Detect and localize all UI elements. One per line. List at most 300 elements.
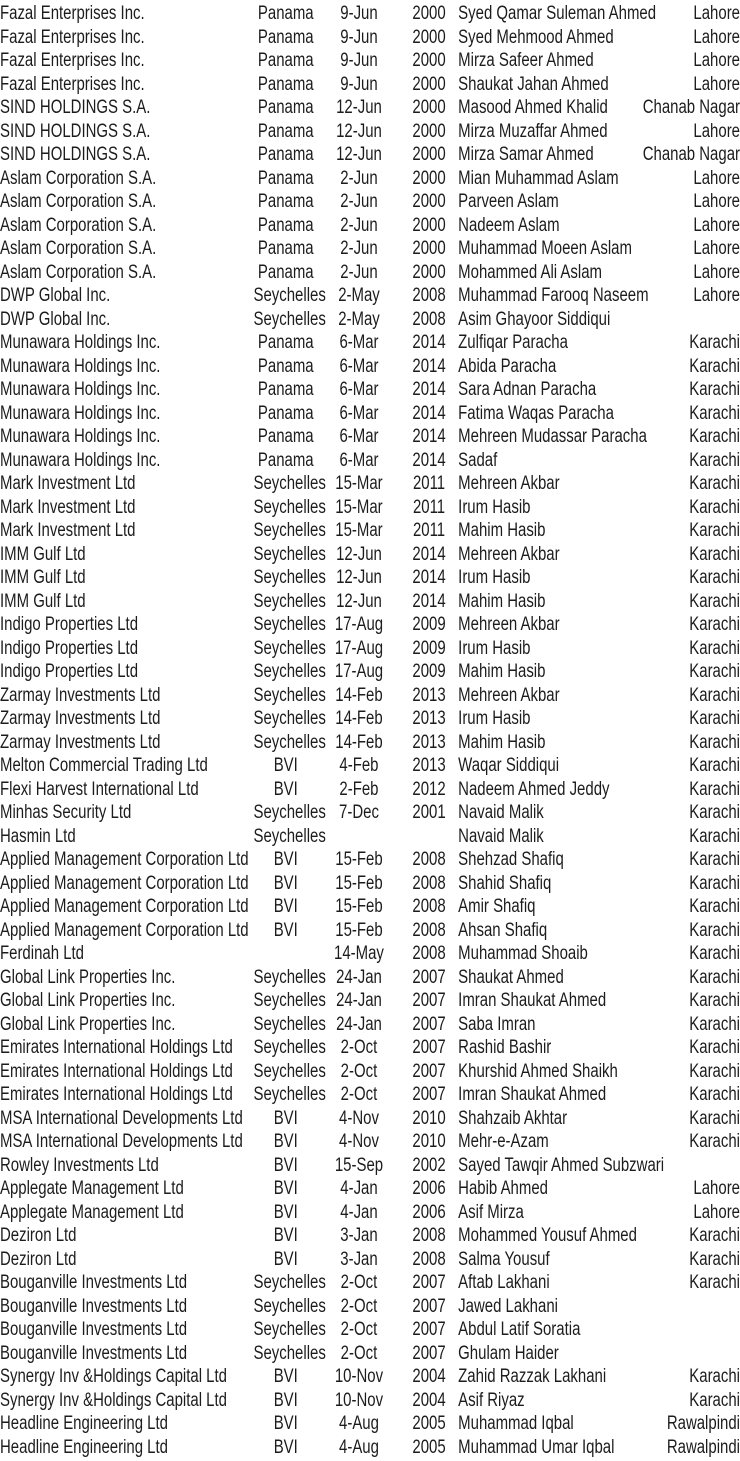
year-cell: 2000 [412, 191, 446, 212]
city-cell: Rawalpindi [666, 1436, 740, 1458]
officer-cell: Syed Qamar Suleman Ahmed [458, 3, 657, 24]
jurisdiction-cell: BVI [273, 1366, 298, 1387]
city-cell: Lahore [693, 261, 740, 283]
year-cell: 2005 [412, 1413, 446, 1434]
officer-cell: Mehreen Akbar [458, 473, 560, 494]
officer-cell: Abdul Latif Soratia [458, 1319, 581, 1340]
jurisdiction-cell: Seychelles [253, 1295, 326, 1317]
table-row [0, 26, 740, 50]
officer-cell: Saba Imran [458, 1013, 536, 1035]
jurisdiction-cell: Seychelles [253, 520, 326, 541]
date-cell: 7-Dec [339, 802, 379, 823]
officer-cell: Nadeem Ahmed Jeddy [458, 778, 610, 800]
year-cell: 2008 [412, 919, 446, 941]
company-cell: DWP Global Inc. [0, 308, 111, 330]
date-cell: 14-Feb [335, 731, 383, 753]
officer-cell: Fatima Waqas Paracha [458, 402, 614, 424]
jurisdiction-cell: Seychelles [253, 802, 326, 823]
company-cell: IMM Gulf Ltd [0, 543, 86, 565]
city-cell: Chanab Nagar [642, 144, 740, 165]
city-cell: Lahore [693, 167, 740, 189]
table-row [0, 1201, 740, 1225]
company-cell: Aslam Corporation S.A. [0, 167, 157, 189]
city-cell: Karachi [689, 1131, 740, 1152]
year-cell: 2007 [412, 966, 446, 988]
officer-cell: Habib Ahmed [458, 1178, 548, 1199]
year-cell: 2008 [412, 1248, 446, 1270]
jurisdiction-cell: Seychelles [253, 473, 326, 494]
date-cell: 4-Aug [339, 1436, 379, 1458]
year-cell: 2000 [412, 50, 446, 71]
year-cell: 2001 [412, 802, 446, 823]
table-body [0, 2, 740, 1459]
date-cell: 15-Feb [335, 919, 383, 941]
date-cell: 6-Mar [339, 449, 379, 471]
city-cell: Karachi [689, 637, 740, 659]
table-row [0, 472, 740, 496]
city-cell: Karachi [689, 1389, 740, 1411]
date-cell: 3-Jan [340, 1225, 378, 1246]
table-row [0, 120, 740, 144]
officer-cell: Navaid Malik [458, 825, 544, 847]
date-cell: 2-Oct [340, 1319, 378, 1340]
jurisdiction-cell: Seychelles [253, 731, 326, 753]
date-cell: 9-Jun [340, 73, 378, 95]
company-cell: Applegate Management Ltd [0, 1201, 184, 1223]
year-cell: 2006 [412, 1201, 446, 1223]
year-cell: 2007 [412, 1060, 446, 1082]
company-cell: Aslam Corporation S.A. [0, 238, 157, 259]
officer-cell: Imran Shaukat Ahmed [458, 990, 607, 1011]
date-cell: 10-Nov [334, 1366, 384, 1387]
table-row [0, 848, 740, 872]
company-cell: Aslam Corporation S.A. [0, 214, 157, 236]
year-cell: 2007 [412, 1037, 446, 1058]
company-cell: Aslam Corporation S.A. [0, 261, 157, 283]
table-row [0, 1436, 740, 1460]
year-cell: 2005 [412, 1436, 446, 1458]
date-cell: 2-Oct [340, 1060, 378, 1082]
table-row [0, 1224, 740, 1248]
company-cell: Bouganville Investments Ltd [0, 1319, 188, 1340]
jurisdiction-cell: BVI [273, 1389, 298, 1411]
city-cell: Karachi [689, 966, 740, 988]
year-cell: 2011 [412, 520, 446, 541]
jurisdiction-cell: Panama [257, 261, 314, 283]
table-row [0, 73, 740, 97]
jurisdiction-cell: Panama [257, 379, 314, 400]
city-cell: Karachi [689, 590, 740, 612]
company-cell: IMM Gulf Ltd [0, 590, 86, 612]
jurisdiction-cell [253, 942, 318, 966]
city-cell: Karachi [689, 614, 740, 635]
table-row [0, 825, 740, 849]
jurisdiction-cell: Seychelles [253, 1084, 326, 1105]
table-row [0, 1389, 740, 1413]
jurisdiction-cell: Panama [257, 449, 314, 471]
table-row [0, 872, 740, 896]
year-cell: 2014 [412, 449, 446, 471]
officer-cell: Irum Hasib [458, 496, 531, 518]
city-cell [630, 1295, 740, 1319]
table-row [0, 801, 740, 825]
table-row [0, 425, 740, 449]
table-row [0, 190, 740, 214]
city-cell: Lahore [693, 238, 740, 259]
jurisdiction-cell: BVI [273, 919, 298, 941]
table-row [0, 660, 740, 684]
year-cell: 2004 [412, 1366, 446, 1387]
date-cell: 4-Feb [339, 755, 379, 776]
table-row [0, 261, 740, 285]
year-cell: 2011 [412, 473, 446, 494]
officer-cell: Mahim Hasib [458, 590, 546, 612]
date-cell: 2-Jun [340, 238, 378, 259]
date-cell: 4-Nov [339, 1107, 379, 1129]
officer-cell: Jawed Lakhani [458, 1295, 558, 1317]
table-row [0, 1013, 740, 1037]
table-row [0, 214, 740, 238]
year-cell: 2014 [412, 590, 446, 612]
table-row [0, 143, 740, 167]
company-cell: SIND HOLDINGS S.A. [0, 120, 151, 142]
jurisdiction-cell: Seychelles [253, 1037, 326, 1058]
company-cell: Munawara Holdings Inc. [0, 332, 161, 353]
jurisdiction-cell: Panama [257, 402, 314, 424]
table-row [0, 684, 740, 708]
officer-cell: Waqar Siddiqui [458, 755, 560, 776]
jurisdiction-cell: BVI [273, 1436, 298, 1458]
company-cell: Flexi Harvest International Ltd [0, 778, 199, 800]
date-cell: 2-Oct [340, 1295, 378, 1317]
city-cell: Karachi [689, 543, 740, 565]
officer-cell: Mehreen Akbar [458, 614, 560, 635]
officer-cell: Ahsan Shafiq [458, 919, 548, 941]
company-cell: Headline Engineering Ltd [0, 1413, 168, 1434]
year-cell: 2007 [412, 1295, 446, 1317]
year-cell: 2007 [412, 1319, 446, 1340]
city-cell: Karachi [689, 567, 740, 588]
city-cell: Karachi [689, 802, 740, 823]
table-row [0, 308, 740, 332]
jurisdiction-cell: Seychelles [253, 684, 326, 706]
city-cell: Karachi [689, 731, 740, 753]
date-cell: 6-Mar [339, 379, 379, 400]
city-cell: Karachi [689, 355, 740, 377]
date-cell: 6-Mar [339, 332, 379, 353]
date-cell: 2-Oct [340, 1272, 378, 1293]
date-cell: 9-Jun [340, 26, 378, 48]
table-row [0, 167, 740, 191]
table-row [0, 1083, 740, 1107]
city-cell: Karachi [689, 1272, 740, 1293]
year-cell: 2008 [412, 872, 446, 894]
city-cell: Karachi [689, 778, 740, 800]
year-cell: 2008 [412, 308, 446, 330]
city-cell: Karachi [689, 1084, 740, 1105]
date-cell: 2-Feb [339, 778, 379, 800]
company-cell: Indigo Properties Ltd [0, 661, 139, 682]
company-cell: Indigo Properties Ltd [0, 637, 139, 659]
company-cell: Munawara Holdings Inc. [0, 426, 161, 447]
year-cell: 2006 [412, 1178, 446, 1199]
city-cell: Karachi [689, 896, 740, 917]
jurisdiction-cell: Seychelles [253, 825, 326, 847]
company-cell: Munawara Holdings Inc. [0, 379, 161, 400]
city-cell: Karachi [689, 332, 740, 353]
officer-cell: Mehr-e-Azam [458, 1131, 549, 1152]
year-cell: 2009 [412, 614, 446, 635]
table-row [0, 237, 740, 261]
table-row [0, 989, 740, 1013]
officer-cell: Muhammad Iqbal [458, 1413, 574, 1434]
table-row [0, 355, 740, 379]
city-cell [630, 1318, 740, 1342]
year-cell: 2010 [412, 1107, 446, 1129]
jurisdiction-cell: Panama [257, 26, 314, 48]
officer-cell: Muhammad Moeen Aslam [458, 238, 632, 259]
officer-cell: Shehzad Shafiq [458, 849, 564, 870]
date-cell: 2-Oct [340, 1037, 378, 1058]
city-cell: Karachi [689, 1013, 740, 1035]
company-cell: Munawara Holdings Inc. [0, 449, 161, 471]
company-cell: Zarmay Investments Ltd [0, 708, 161, 729]
year-cell: 2013 [412, 684, 446, 706]
table-row [0, 402, 740, 426]
city-cell: Karachi [689, 990, 740, 1011]
date-cell: 2-May [338, 308, 380, 330]
jurisdiction-cell: Seychelles [253, 543, 326, 565]
city-cell: Karachi [689, 1225, 740, 1246]
jurisdiction-cell: BVI [273, 1201, 298, 1223]
company-cell: Fazal Enterprises Inc. [0, 50, 145, 71]
table-row [0, 96, 740, 120]
officer-cell: Aftab Lakhani [458, 1272, 550, 1293]
date-cell: 4-Nov [339, 1131, 379, 1152]
company-cell: Deziron Ltd [0, 1225, 77, 1246]
officer-cell: Shahid Shafiq [458, 872, 552, 894]
company-cell: Bouganville Investments Ltd [0, 1272, 188, 1293]
company-cell: Deziron Ltd [0, 1248, 77, 1270]
city-cell: Karachi [689, 661, 740, 682]
officer-cell: Zulfiqar Paracha [458, 332, 568, 353]
date-cell: 12-Jun [336, 144, 382, 165]
table-row [0, 284, 740, 308]
year-cell: 2014 [412, 355, 446, 377]
city-cell: Lahore [693, 3, 740, 24]
city-cell: Karachi [689, 684, 740, 706]
table-row [0, 942, 740, 966]
table-row [0, 731, 740, 755]
company-cell: Global Link Properties Inc. [0, 966, 176, 988]
date-cell: 15-Feb [335, 896, 383, 917]
table-row [0, 1130, 740, 1154]
city-cell: Karachi [689, 473, 740, 494]
year-cell: 2007 [412, 1272, 446, 1293]
city-cell: Karachi [689, 872, 740, 894]
jurisdiction-cell: Seychelles [253, 661, 326, 682]
date-cell: 2-Jun [340, 167, 378, 189]
city-cell: Karachi [689, 825, 740, 847]
date-cell: 6-Mar [339, 402, 379, 424]
company-cell: Global Link Properties Inc. [0, 1013, 176, 1035]
date-cell: 2-Oct [340, 1342, 378, 1364]
table-row [0, 496, 740, 520]
date-cell: 12-Jun [336, 590, 382, 612]
company-cell: Synergy Inv &Holdings Capital Ltd [0, 1389, 227, 1411]
table-row [0, 919, 740, 943]
date-cell: 24-Jan [336, 966, 382, 988]
company-cell: Fazal Enterprises Inc. [0, 3, 145, 24]
city-cell: Lahore [693, 120, 740, 142]
table-row [0, 1365, 740, 1389]
date-cell: 15-Feb [335, 849, 383, 870]
city-cell: Karachi [689, 1060, 740, 1082]
date-cell: 12-Jun [336, 97, 382, 118]
city-cell: Karachi [689, 1107, 740, 1129]
jurisdiction-cell: Seychelles [253, 1060, 326, 1082]
year-cell: 2002 [412, 1154, 446, 1176]
company-cell: Mark Investment Ltd [0, 520, 136, 541]
date-cell: 3-Jan [340, 1248, 378, 1270]
company-cell: Munawara Holdings Inc. [0, 355, 161, 377]
officer-cell: Mehreen Akbar [458, 543, 560, 565]
city-cell: Lahore [693, 73, 740, 95]
officer-cell: Shaukat Ahmed [458, 966, 564, 988]
year-cell: 2000 [412, 214, 446, 236]
table-row [0, 637, 740, 661]
officer-cell: Mohammed Ali Aslam [458, 261, 602, 283]
company-cell: SIND HOLDINGS S.A. [0, 97, 151, 118]
jurisdiction-cell: Panama [257, 214, 314, 236]
officer-cell: Asim Ghayoor Siddiqui [458, 308, 611, 330]
jurisdiction-cell: Seychelles [253, 567, 326, 588]
officer-cell: Salma Yousuf [458, 1248, 550, 1270]
year-cell: 2014 [412, 379, 446, 400]
table-row [0, 707, 740, 731]
officer-cell: Sara Adnan Paracha [458, 379, 597, 400]
year-cell: 2000 [412, 97, 446, 118]
jurisdiction-cell: Seychelles [253, 285, 326, 306]
company-cell: Mark Investment Ltd [0, 496, 136, 518]
officer-cell: Irum Hasib [458, 637, 531, 659]
company-cell: Global Link Properties Inc. [0, 990, 176, 1011]
officer-cell: Mehreen Mudassar Paracha [458, 426, 647, 447]
date-cell: 10-Nov [334, 1389, 384, 1411]
company-cell: Zarmay Investments Ltd [0, 684, 161, 706]
officer-cell: Mahim Hasib [458, 661, 546, 682]
city-cell: Karachi [689, 496, 740, 518]
company-cell: Fazal Enterprises Inc. [0, 26, 145, 48]
company-cell: Emirates International Holdings Ltd [0, 1037, 233, 1058]
company-cell: Bouganville Investments Ltd [0, 1342, 188, 1364]
offshore-entities-table [0, 2, 740, 1459]
jurisdiction-cell: BVI [273, 755, 298, 776]
company-cell: Applied Management Corporation Ltd [0, 919, 249, 941]
table-row [0, 754, 740, 778]
year-cell: 2013 [412, 731, 446, 753]
jurisdiction-cell: Seychelles [253, 1013, 326, 1035]
city-cell: Karachi [689, 1248, 740, 1270]
year-cell: 2014 [412, 402, 446, 424]
officer-cell: Muhammad Umar Iqbal [458, 1436, 615, 1458]
company-cell: Indigo Properties Ltd [0, 614, 139, 635]
jurisdiction-cell: BVI [273, 849, 298, 870]
date-cell [318, 825, 400, 849]
year-cell: 2000 [412, 120, 446, 142]
city-cell: Karachi [689, 402, 740, 424]
city-cell: Karachi [689, 449, 740, 471]
year-cell: 2014 [412, 543, 446, 565]
jurisdiction-cell: Panama [257, 50, 314, 71]
jurisdiction-cell: BVI [273, 1154, 298, 1176]
year-cell: 2009 [412, 661, 446, 682]
jurisdiction-cell: BVI [273, 896, 298, 917]
city-cell: Lahore [693, 191, 740, 212]
year-cell: 2009 [412, 637, 446, 659]
city-cell: Karachi [689, 1037, 740, 1058]
table-row [0, 49, 740, 73]
jurisdiction-cell: BVI [273, 1178, 298, 1199]
table-row [0, 1318, 740, 1342]
date-cell: 12-Jun [336, 567, 382, 588]
jurisdiction-cell: Panama [257, 97, 314, 118]
date-cell: 14-Feb [335, 708, 383, 729]
company-cell: Emirates International Holdings Ltd [0, 1060, 233, 1082]
table-row [0, 2, 740, 26]
city-cell: Chanab Nagar [642, 97, 740, 118]
date-cell: 17-Aug [334, 661, 384, 682]
jurisdiction-cell: Seychelles [253, 990, 326, 1011]
city-cell: Karachi [689, 849, 740, 870]
city-cell: Lahore [693, 285, 740, 306]
date-cell: 15-Mar [335, 496, 383, 518]
table-row [0, 895, 740, 919]
table-row [0, 1177, 740, 1201]
city-cell: Lahore [693, 50, 740, 71]
company-cell: Mark Investment Ltd [0, 473, 136, 494]
officer-cell: Mahim Hasib [458, 731, 546, 753]
year-cell: 2008 [412, 896, 446, 917]
jurisdiction-cell: Seychelles [253, 1342, 326, 1364]
officer-cell: Khurshid Ahmed Shaikh [458, 1060, 618, 1082]
year-cell: 2013 [412, 755, 446, 776]
officer-cell: Ghulam Haider [458, 1342, 559, 1364]
table-row [0, 1342, 740, 1366]
company-cell: Emirates International Holdings Ltd [0, 1084, 233, 1105]
officer-cell: Imran Shaukat Ahmed [458, 1084, 607, 1105]
jurisdiction-cell: Seychelles [253, 590, 326, 612]
table-row [0, 1412, 740, 1436]
year-cell: 2014 [412, 332, 446, 353]
year-cell: 2000 [412, 26, 446, 48]
table-row [0, 331, 740, 355]
jurisdiction-cell: Panama [257, 332, 314, 353]
year-cell: 2014 [412, 426, 446, 447]
officer-cell: Sadaf [458, 449, 498, 471]
jurisdiction-cell: Seychelles [253, 614, 326, 635]
officer-cell: Mirza Samar Ahmed [458, 144, 594, 165]
date-cell: 6-Mar [339, 426, 379, 447]
jurisdiction-cell: Seychelles [253, 1319, 326, 1340]
year-cell: 2012 [412, 778, 446, 800]
year-cell: 2000 [412, 167, 446, 189]
jurisdiction-cell: BVI [273, 872, 298, 894]
city-cell [630, 308, 740, 332]
year-cell: 2000 [412, 144, 446, 165]
officer-cell: Shahzaib Akhtar [458, 1107, 568, 1129]
jurisdiction-cell: Seychelles [253, 1272, 326, 1293]
